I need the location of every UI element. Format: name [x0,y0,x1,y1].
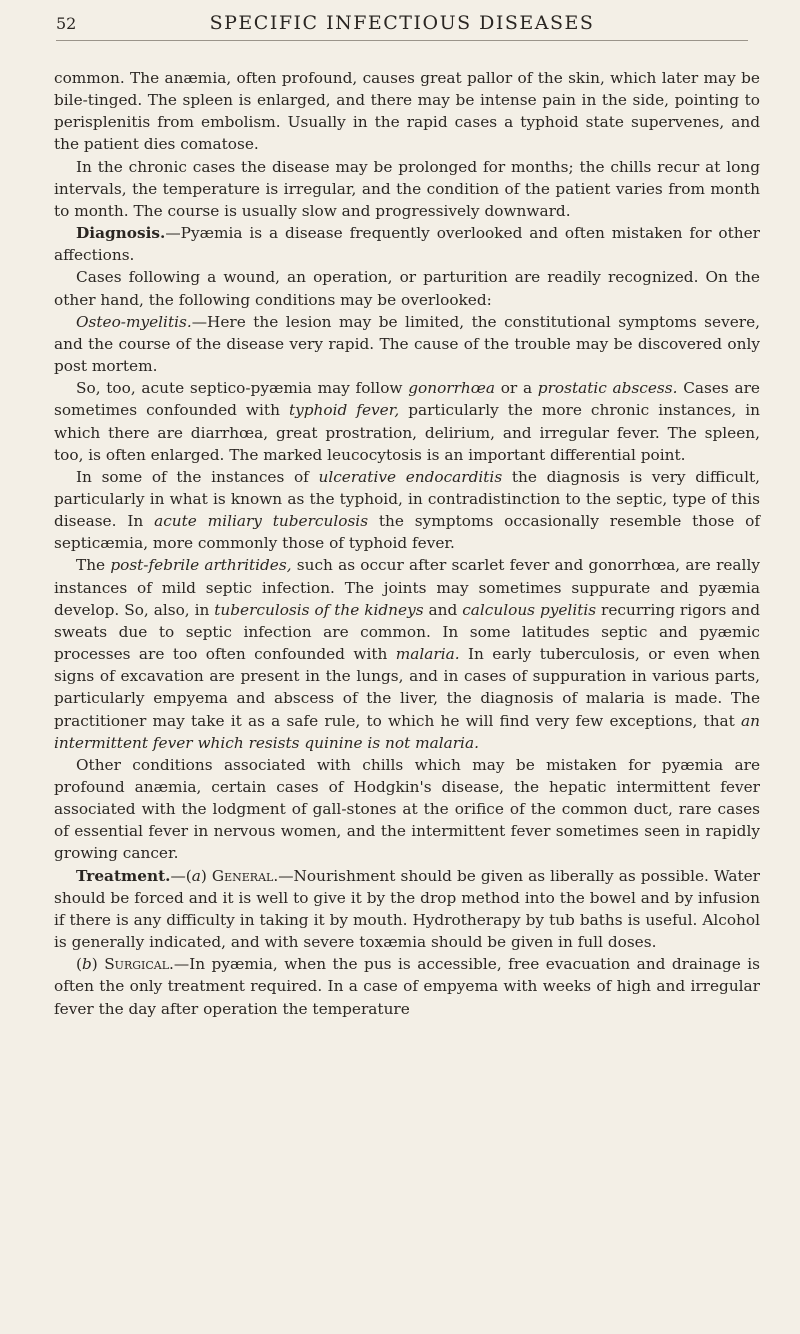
text-run: —In pyæmia, when the pus is accessible, free evacuation and drainage is often the only treatment required. In a case of empyema with weeks of high and irregular fever the day after operation the temperature [54,955,760,1018]
running-head: SPECIFIC INFECTIOUS DISEASES [209,12,595,34]
term-prostatic-abscess: prostatic abscess. [537,379,678,398]
text-run: such as occur after scarlet fever and gonorrhœa, are really instances of mild septic infection. The joints may sometimes suppurate and pyæmia develop. So, also, in [54,556,760,619]
text-run: recurring rigors and sweats due to septic infection are common. In some latitudes septic and pyæmic processes are too often confounded with [54,600,760,664]
text-run: In early tuberculosis, or even when signs of excavation are present in the lungs, and in cases of suppuration in various parts, particularly empyema and abscess of the liver, the diagnosis of malaria is made. The practitioner may take it as a safe rule, to which he will find very few exceptions, that [54,645,760,730]
paragraph-treatment [54,865,760,954]
text-run: or a [495,379,538,398]
text-run: ) [91,955,105,974]
term-gonorrhoea: gonorrhœa [408,379,496,398]
term-acute-miliary-tuberculosis: acute miliary tuberculosis [154,512,369,531]
paragraph-9 [54,754,760,865]
paragraph-text: —Pyæmia is a disease frequently overlooked and often mistaken for other affections. [54,224,760,265]
paragraph-2 [54,156,760,222]
paragraph-text: common. The anæmia, often profound, causes great pallor of the skin, which later may be bile-tinged. The spleen is enlarged, and there may be intense pain in the side, pointing to perisplenitis from embolism. Usually in the rapid cases a typhoid state supervenes, and the patient dies comatose. [54,69,760,154]
text-run: the symptoms occasionally resemble those of septicæmia, more commonly those of typhoid fever. [54,512,760,553]
paragraph-6 [54,377,760,466]
paragraph-diagnosis [54,222,760,266]
text-run: —Nourishment should be given as liberally as possible. Water should be forced and it is well to give it by the drop method into the bowel and by infusion if there is any difficulty in taking it by mouth. Hydrotherapy by tub baths is useful. Alcohol is generally indicated, and with severe toxæmia should be given in full doses. [54,866,760,952]
text-run: So, too, acute septico-pyæmia may follow [76,379,409,398]
page-number: 52 [56,14,77,33]
paragraph-7 [54,466,760,555]
paragraph-osteomyelitis [54,311,760,377]
term-post-febrile-arthritides: post-febrile arthritides, [110,556,292,575]
text-run: The [76,556,111,575]
section-heading-treatment: Treatment. [76,866,171,885]
paragraph-4 [54,266,760,310]
rule-intermittent-fever: an intermittent fever which resists quinine is not malaria. [54,711,760,752]
text-run: ) [200,866,212,885]
text-run: and [423,600,463,619]
list-marker-a: a [191,866,201,885]
list-marker-b: b [81,955,92,974]
page-header [56,12,748,41]
term-malaria: malaria. [395,645,460,664]
paragraph-text: Other conditions associated with chills which may be mistaken for pyæmia are profound anæmia, certain cases of Hodgkin's disease, the hepatic intermittent fever associated with the lodgment of gall-stones at the orifice of the common duct, rare cases of essential fever in nervous women, and the intermittent fever sometimes seen in rapidly growing cancer. [54,755,760,863]
paragraph-text: —Here the lesion may be limited, the constitutional symptoms severe, and the course of the disease very rapid. The cause of the trouble may be discovered only post mortem. [54,312,760,376]
paragraph-text: Cases following a wound, an operation, or parturition are readily recognized. On the other hand, the following conditions may be overlooked: [54,268,760,309]
text-run: particularly the more chronic instances, in which there are diarrhœa, great prostration, delirium, and irregular fever. The spleen, too, is often enlarged. The marked leucocytosis is an important differential point. [54,401,760,464]
subheading-surgical: Surgical. [104,955,174,974]
text-run: —( [170,866,192,885]
text-run: ( [76,955,82,974]
term-ulcerative-endocarditis: ulcerative endocarditis [318,467,503,486]
paragraph-surgical [54,953,760,1019]
subheading-general: General. [211,866,279,885]
page-body [36,67,764,1020]
paragraph-8 [54,554,760,753]
text-run: In some of the instances of [76,467,319,486]
term-calculous-pyelitis: calculous pyelitis [462,600,597,619]
section-heading-diagnosis: Diagnosis. [76,224,166,243]
text-run: the diagnosis is very difficult, particularly in what is known as the typhoid, in contradistinction to the septic, type of this disease. In [54,467,760,531]
term-osteomyelitis: Osteo-myelitis. [76,312,192,331]
paragraph-text: In the chronic cases the disease may be prolonged for months; the chills recur at long intervals, the temperature is irregular, and the condition of the patient varies from month to month. The course is usually slow and progressively downward. [54,157,760,220]
term-tuberculosis-of-kidneys: tuberculosis of the kidneys [214,600,424,619]
text-run: Cases are sometimes confounded with [54,379,760,420]
paragraph-1 [54,67,760,156]
term-typhoid-fever: typhoid fever, [288,401,400,420]
